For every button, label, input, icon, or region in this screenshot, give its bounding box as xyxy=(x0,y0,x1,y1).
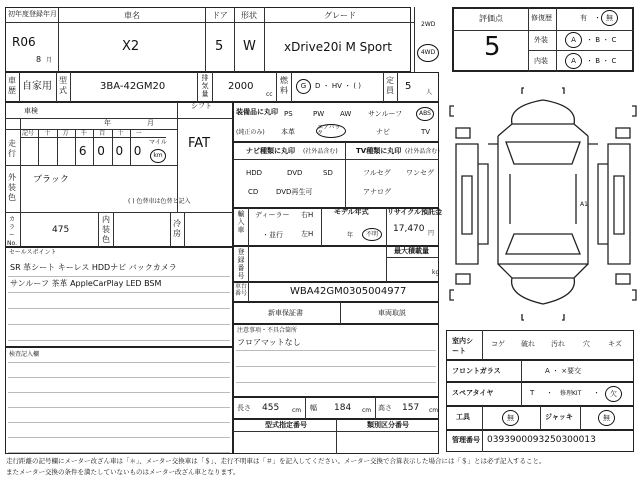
spare-missing-circle xyxy=(605,386,622,402)
reg-number-label: 登録番号 xyxy=(237,248,245,280)
import-left: 左H xyxy=(301,230,314,238)
notes-label: 注意事項・不具合箇所 xyxy=(237,327,298,334)
score-value: 5 xyxy=(484,32,501,62)
drive-4wd-circle xyxy=(417,44,439,62)
inspection-month-unit: 月 xyxy=(147,119,154,127)
width-label: 幅 xyxy=(310,404,317,412)
digit-header: 百 xyxy=(99,130,106,137)
mgmt-value: 0393900093250300013 xyxy=(487,435,596,445)
interior-color-label: 内装色 xyxy=(102,215,110,244)
recycle-fee: 17,470 xyxy=(393,224,425,234)
digit-header: 記号 xyxy=(22,130,35,137)
mile-label: マイル xyxy=(149,139,167,146)
interior-bc: ・ B ・ C xyxy=(586,57,617,65)
shape-value: W xyxy=(243,39,256,54)
spare-sep2: ・ xyxy=(593,389,600,397)
color-change-note: ( ) 色替車は色替と記入 xyxy=(128,198,191,205)
model-year-unit: 年 xyxy=(347,232,354,239)
check-ana: 穴 xyxy=(583,340,590,348)
use-label: 車歴 xyxy=(8,76,16,95)
warranty-block xyxy=(233,302,439,324)
color-no-label: カラーNo. xyxy=(7,216,17,247)
jack-none: 無 xyxy=(603,413,610,422)
exterior-a-circle xyxy=(565,32,582,48)
shift-value: FAT xyxy=(188,136,211,151)
fuel-g: G xyxy=(300,82,307,90)
equip-leather: 本革 xyxy=(281,128,295,136)
notes-text: フロアマットなし xyxy=(237,338,301,347)
equipment-title: 装備品に丸印 xyxy=(236,108,278,116)
tv-oneseg: ワンセグ xyxy=(406,169,434,177)
km-circle xyxy=(150,149,166,163)
digit-header: 一 xyxy=(135,130,142,137)
interior-grade: A xyxy=(571,56,576,65)
use-value: 自家用 xyxy=(22,81,52,92)
reg-date-label: 初年度登録年月 xyxy=(8,10,57,18)
jack-label: ジャッキ xyxy=(545,413,573,421)
shape-label: 形状 xyxy=(241,11,257,20)
model-label: 型式 xyxy=(59,76,67,95)
capacity-value: 5 xyxy=(405,81,412,92)
grade-value: xDrive20i M Sport xyxy=(284,40,392,54)
repair-label: 修復歴 xyxy=(531,14,552,22)
displacement-label: 排気量 xyxy=(201,74,209,98)
import-label: 輸入車 xyxy=(237,210,245,234)
nav-title-note: (社外品含む) xyxy=(303,148,338,155)
tools-none: 無 xyxy=(507,413,514,422)
color-value: ブラック xyxy=(33,175,69,185)
spare-label: スペアタイヤ xyxy=(452,389,494,397)
drive-4wd: 4WD xyxy=(420,49,436,56)
nav-cd: CD xyxy=(248,188,259,196)
shift-label: シフト xyxy=(191,102,212,110)
equip-airbag: エアバック xyxy=(317,124,341,137)
equip-sunroof: サンルーフ xyxy=(368,110,403,118)
import-right: 右H xyxy=(301,211,314,219)
vehicle-manual: 車両取説 xyxy=(378,309,406,317)
class-number-label: 類別区分番号 xyxy=(367,421,409,429)
notes-block xyxy=(233,324,439,397)
tv-title-note: (社外品含む) xyxy=(405,148,440,155)
width-unit: cm xyxy=(362,407,372,414)
mileage-label: 走行 xyxy=(8,139,16,158)
check-yabure: 破れ xyxy=(521,340,535,348)
car-diagram xyxy=(448,84,638,324)
mileage-digit: 0 xyxy=(97,144,105,158)
max-load-label: 最大積載量 xyxy=(394,247,429,255)
equip-abs-circle xyxy=(416,107,434,121)
height-unit: cm xyxy=(429,407,439,414)
nav-title: ナビ種類に丸印 xyxy=(246,147,295,155)
sales-label: セールスポイント xyxy=(9,249,57,256)
door-label: ドア xyxy=(212,11,228,20)
footer-line1: 走行距離の記号欄にメーター改ざん車は「＊」、メーター交換車は「＄」、走行不明車は「＃」を記入してください。メーター交換で合算表示した場合には「＄」とは必ず記入すること。 xyxy=(6,457,546,465)
digit-header: 万 xyxy=(62,130,69,137)
repair-no-circle xyxy=(601,10,618,26)
fuel-other: D ・ HV ・ ( ) xyxy=(315,82,362,90)
inspector-label: 検査記入欄 xyxy=(9,351,40,358)
recycle-fee-label: リサイクル預託金 xyxy=(387,208,443,216)
mileage-digit: 0 xyxy=(133,144,142,158)
exterior-label: 外装 xyxy=(534,36,548,44)
repair-no: 無 xyxy=(606,13,613,22)
drive-2wd: 2WD xyxy=(421,21,436,28)
reg-month: 8 xyxy=(36,55,42,64)
interior-label: 内装 xyxy=(534,57,548,65)
reg-year: R06 xyxy=(12,35,36,49)
spare-kit: 修理KIT xyxy=(560,390,582,397)
interior-a-circle xyxy=(565,53,582,69)
equip-tv: TV xyxy=(421,128,431,136)
reg-month-unit: 月 xyxy=(46,57,53,64)
exterior-bc: ・ B ・ C xyxy=(586,36,617,44)
nav-dvd: DVD xyxy=(287,169,303,177)
spare-missing: 欠 xyxy=(610,389,617,398)
sales-line2: サンルーフ 茶革 AppleCarPlay LED BSM xyxy=(10,279,162,288)
nav-hdd: HDD xyxy=(246,169,263,177)
footer-line2: またメーター交換の条件を満たしていないものはメーター改ざん車となります。 xyxy=(6,468,240,476)
equipment-sub: (純正のみ) xyxy=(236,129,265,136)
person-unit: 人 xyxy=(426,89,433,96)
new-car-warranty: 新車保証書 xyxy=(268,309,303,317)
repair-sep: ・ xyxy=(594,14,601,22)
score-label: 評価点 xyxy=(479,14,503,23)
inspection-label: 車検 xyxy=(24,107,38,115)
tv-title: TV種類に丸印 xyxy=(356,147,402,155)
check-kizu: キズ xyxy=(608,340,622,348)
grade-label: グレード xyxy=(324,11,356,20)
front-glass-value: A ・ ×要交 xyxy=(545,367,582,375)
model-year-label: モデル年式 xyxy=(334,208,369,216)
ac-label: 冷房 xyxy=(173,219,181,238)
model-year-unknown: 不明 xyxy=(365,230,378,238)
check-yogore: 汚れ xyxy=(551,340,565,348)
door-count: 5 xyxy=(215,39,224,54)
import-dealer: ディーラー xyxy=(255,211,290,219)
mileage-digit: 0 xyxy=(115,144,124,158)
chassis-label: 車台番号 xyxy=(235,283,248,297)
mileage-digit: 6 xyxy=(78,144,87,158)
mgmt-label: 管理番号 xyxy=(452,436,480,444)
unknown-circle xyxy=(362,228,382,241)
front-glass-label: フロントガラス xyxy=(452,367,501,375)
fuel-g-circle xyxy=(296,79,311,94)
spare-t: T xyxy=(530,389,535,397)
cc-unit: cc xyxy=(266,91,273,98)
tv-fullseg: フルセグ xyxy=(363,169,391,177)
car-name-label: 車名 xyxy=(124,11,140,20)
yen-unit: 円 xyxy=(428,230,435,237)
exterior-grade: A xyxy=(571,35,576,44)
color-no-value: 475 xyxy=(52,225,70,235)
tools-none-circle xyxy=(502,410,519,426)
equip-aw: AW xyxy=(340,110,352,118)
model-value: 3BA-42GM20 xyxy=(100,81,166,92)
height-label: 高さ xyxy=(378,404,392,412)
equip-ps: PS xyxy=(284,110,293,118)
diagram-mark: A1 xyxy=(580,201,588,208)
sales-block xyxy=(5,247,233,347)
equip-pw: PW xyxy=(313,110,325,118)
exterior-color-label: 外装色 xyxy=(8,173,16,202)
inspection-year-unit: 年 xyxy=(104,119,111,127)
km-unit: km xyxy=(153,152,163,159)
fuel-label: 燃料 xyxy=(280,76,288,95)
car-name: X2 xyxy=(122,39,140,54)
equip-airbag-circle xyxy=(316,124,346,138)
equip-navi: ナビ xyxy=(376,128,390,136)
tools-label: 工具 xyxy=(456,413,470,421)
nav-sd: SD xyxy=(323,169,333,177)
sales-line1: SR 革シート キーレス HDDナビ バックカメラ xyxy=(10,263,177,272)
equip-abs: ABS xyxy=(419,110,431,117)
jack-none-circle xyxy=(598,410,615,426)
tv-analog: アナログ xyxy=(363,188,391,196)
chassis-value: WBA42GM0305004977 xyxy=(290,286,407,297)
length-label: 長さ xyxy=(237,404,251,412)
spare-sep1: ・ xyxy=(546,389,553,397)
length-unit: cm xyxy=(292,407,302,414)
check-koge: コゲ xyxy=(491,340,505,348)
height-value: 157 xyxy=(402,403,420,413)
digit-header: 千 xyxy=(80,130,87,137)
import-parallel: ・並行 xyxy=(262,231,283,239)
digit-header: 十 xyxy=(117,130,124,137)
length-value: 455 xyxy=(262,403,280,413)
repair-yes: 有 xyxy=(580,14,587,22)
capacity-label: 定員 xyxy=(386,76,394,95)
displacement-value: 2000 xyxy=(228,81,254,92)
interior-check-label: 室内シート xyxy=(452,337,473,355)
digit-header: 十 xyxy=(44,130,51,137)
nav-dvd-play: DVD再生可 xyxy=(276,188,313,196)
type-number-label: 型式指定番号 xyxy=(265,421,307,429)
width-value: 184 xyxy=(334,403,352,413)
kg-unit: kg xyxy=(432,269,440,276)
